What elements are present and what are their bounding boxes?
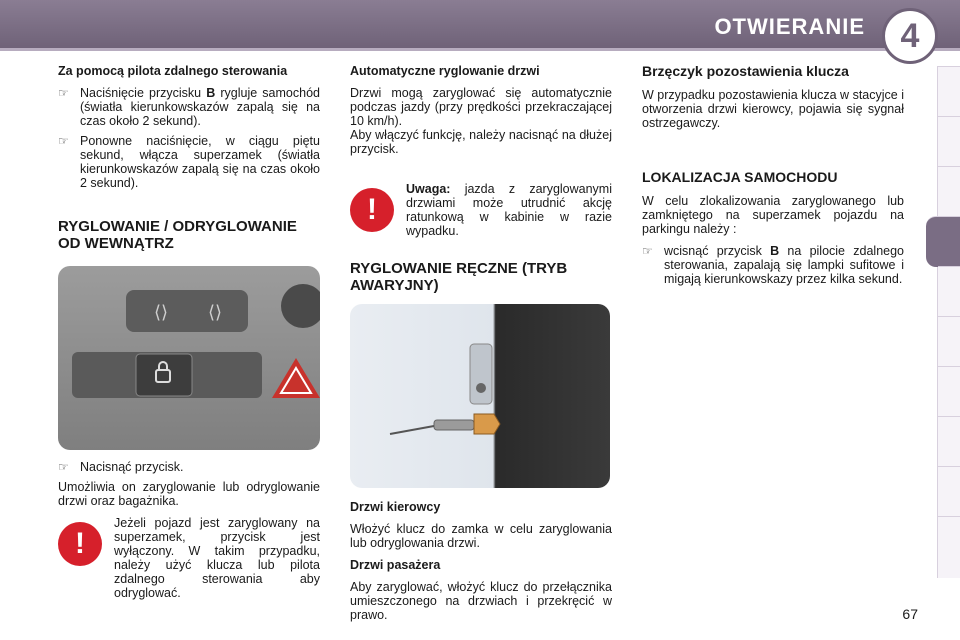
chapter-tab[interactable] [938,166,960,217]
remote-heading: Za pomocą pilota zdalnego sterowania [58,64,288,78]
chapter-tab[interactable] [938,266,960,317]
pointing-hand-icon: ☞ [58,86,69,100]
chapter-tab[interactable] [938,366,960,417]
locate-bullet: ☞ wcisnąć przycisk B na pilocie zdalnego sterowania, zapalają się lampki sufitowe i migają kierunkowskazy przez kilka sekund. [642,244,905,286]
driver-heading: Drzwi kierowcy [350,500,441,514]
door-lock-photo [350,304,610,488]
buzzer-heading: Brzęczyk pozostawienia klucza [642,63,849,79]
chapter-tab[interactable] [938,116,960,167]
buzzer-text: W przypadku pozostawienia klucza w stacyjce i otworzenia drzwi kierowcy, pojawia się sygnał ostrzegawczy. [642,88,904,130]
passenger-text: Aby zaryglować, włożyć klucz do przełącznika umieszczonego na drzwiach i przekręcić w prawo. [350,580,612,622]
chapter-tab[interactable] [938,66,960,117]
page-number: 67 [902,606,918,622]
dashboard-buttons-illustration [58,266,320,450]
chapter-number: 4 [882,8,938,64]
warning-text: Jeżeli pojazd jest zaryglowany na superzamek, przycisk jest wyłączony. W takim przypadku, należy użyć klucza lub pilota zdalnego sterowania aby odryglować. [114,516,320,600]
warning-box [58,516,320,600]
locate-text: W celu zlokalizowania zaryglowanego lub zamkniętego na superzamek pojazdu na parkingu należy : [642,194,904,236]
manual-heading: RYGLOWANIE RĘCZNE (TRYB AWARYJNY) [350,260,568,294]
exclamation-icon: ! [350,188,394,232]
chapter-tabs [937,66,960,578]
driver-text: Włożyć klucz do zamka w celu zaryglowania lub odryglowania drzwi. [350,522,612,550]
caution-text: Uwaga: jazda z zaryglowanymi drzwiami może utrudnić akcję ratunkową w kabinie w razie wypadku. [406,182,612,238]
central-lock-photo [58,266,320,450]
auto-heading: Automatyczne ryglowanie drzwi [350,64,540,78]
auto-text-2: Aby włączyć funkcję, należy nacisnąć na dłużej przycisk. [350,128,612,156]
header-divider [0,48,960,51]
pointing-hand-icon: ☞ [642,244,653,258]
chapter-tab[interactable] [938,316,960,367]
locate-heading: LOKALIZACJA SAMOCHODU [642,169,838,185]
pointing-hand-icon: ☞ [58,460,69,474]
press-text: Umożliwia on zaryglowanie lub odryglowanie drzwi oraz bagażnika. [58,480,320,508]
column-left [58,64,320,600]
remote-bullet-2: ☞ Ponowne naciśnięcie, w ciągu piętu sekund, włącza superzamek (światła kierunkowskazów zapalą się na czas około 2 sekund). [58,134,320,190]
column-right [642,64,904,292]
chapter-tab[interactable] [938,466,960,517]
auto-text: Drzwi mogą zaryglować się automatycznie podczas jazdy (przy prędkości przekraczającej 10 km/h). [350,86,612,128]
chapter-tab[interactable] [938,416,960,467]
svg-text:⟨⟩: ⟨⟩ [208,302,223,323]
exclamation-icon: ! [58,522,102,566]
page-title: OTWIERANIE [714,14,865,39]
caution-box [350,182,612,242]
press-bullet: ☞ Nacisnąć przycisk. [58,460,184,474]
door-key-illustration [350,304,610,488]
lock-heading: RYGLOWANIE / ODRYGLOWANIE OD WEWNĄTRZ [58,218,297,252]
svg-text:⟨⟩: ⟨⟩ [154,302,169,323]
chapter-tab-active[interactable] [926,216,960,267]
column-middle [350,64,612,630]
pointing-hand-icon: ☞ [58,134,69,148]
chapter-tab[interactable] [938,516,960,567]
remote-bullet-1: ☞ Naciśnięcie przycisku B rygluje samochód (światła kierunkowskazów zapalą się na czas około 2 sekund). [58,86,320,128]
passenger-heading: Drzwi pasażera [350,558,441,572]
